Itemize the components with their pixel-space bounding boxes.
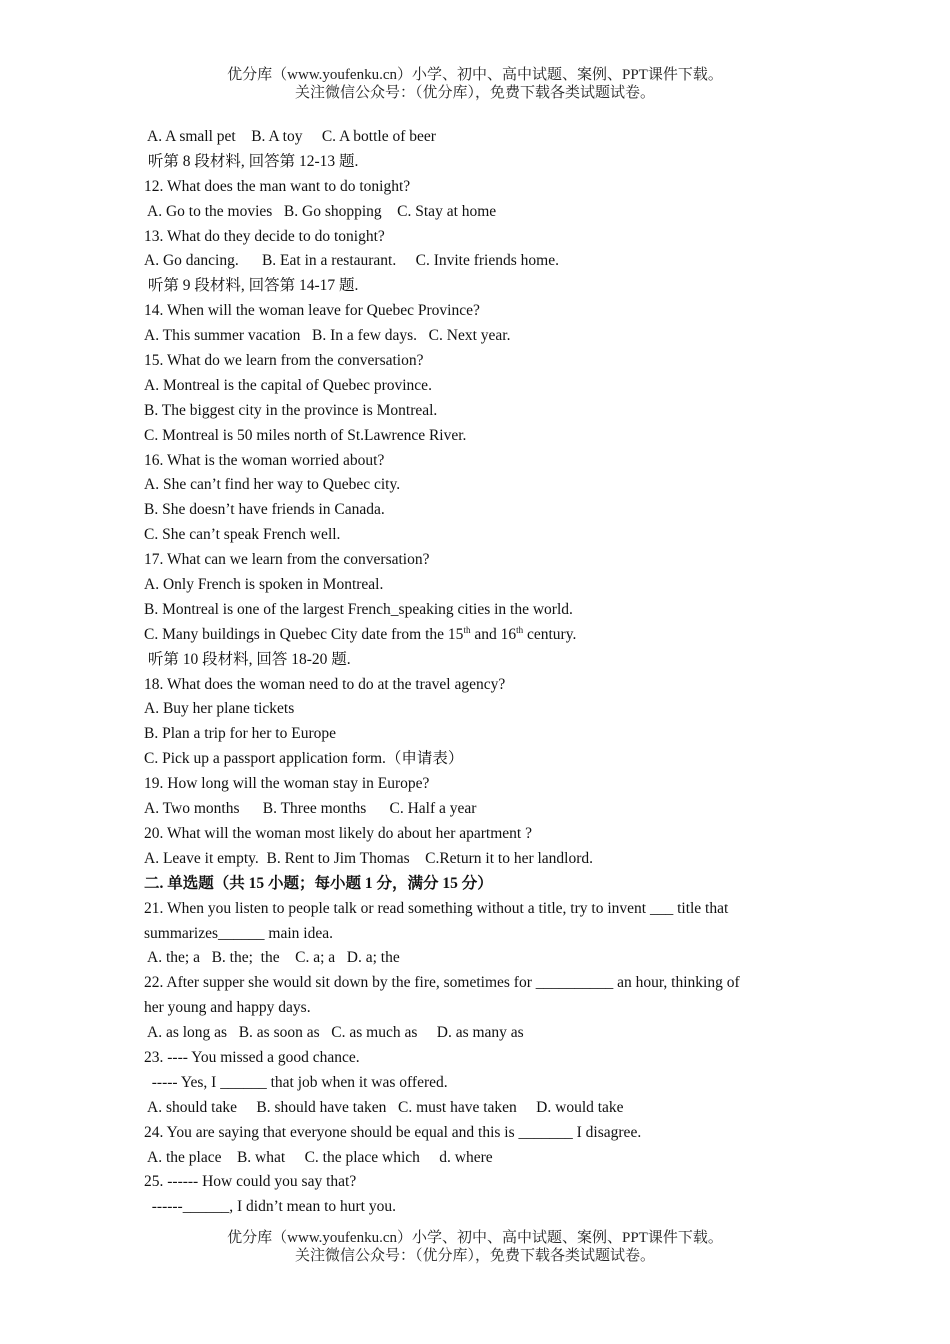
q15-option-c: C. Montreal is 50 miles north of St.Lawrence River. [144, 426, 467, 444]
q22-question-line-2: her young and happy days. [144, 999, 311, 1017]
section-2-heading: 二. 单选题（共 15 小题；每小题 1 分，满分 15 分） [144, 874, 493, 892]
q18-question: 18. What does the woman need to do at the travel agency? [144, 675, 506, 693]
header-line-2: 关注微信公众号：（优分库），免费下载各类试题试卷。 [294, 85, 655, 101]
section-9-instruction: 听第 9 段材料, 回答第 14-17 题. [144, 277, 359, 295]
q17-question: 17. What can we learn from the conversation? [144, 551, 430, 569]
q25-response: ------______, I didn’t mean to hurt you. [144, 1198, 396, 1216]
q17-option-c-text-2: and 16 [470, 625, 517, 643]
q21-options: A. the; a B. the; the C. a; a D. a; the [144, 949, 400, 967]
q16-option-b: B. She doesn’t have friends in Canada. [144, 501, 385, 519]
q12-question: 12. What does the man want to do tonight? [144, 177, 411, 195]
q22-question-line-1: 22. After supper she would sit down by the fire, sometimes for __________ an hour, thinking of [144, 974, 740, 992]
q24-question: 24. You are saying that everyone should be equal and this is _______ I disagree. [144, 1123, 642, 1141]
q14-options: A. This summer vacation B. In a few days. C. Next year. [144, 327, 511, 345]
header-line-1: 优分库（www.youfenku.cn）小学、初中、高中试题、案例、PPT课件下载。 [227, 67, 723, 83]
q18-option-b: B. Plan a trip for her to Europe [144, 725, 336, 743]
q13-options: A. Go dancing. B. Eat in a restaurant. C. Invite friends home. [144, 252, 559, 270]
q17-option-c [144, 623, 806, 648]
q14-question: 14. When will the woman leave for Quebec Province? [144, 302, 480, 320]
q20-question: 20. What will the woman most likely do about her apartment ? [144, 824, 532, 842]
q17-option-b: B. Montreal is one of the largest French_speaking cities in the world. [144, 600, 573, 618]
page-header [0, 66, 950, 102]
q18-option-a: A. Buy her plane tickets [144, 700, 295, 718]
q11-options: A. A small pet B. A toy C. A bottle of beer [144, 128, 436, 145]
section-10-instruction: 听第 10 段材料, 回答 18-20 题. [144, 650, 351, 668]
q15-option-b: B. The biggest city in the province is Montreal. [144, 401, 438, 419]
q18-option-c: C. Pick up a passport application form.（申请表） [144, 750, 464, 768]
q17-option-c-text-1: C. Many buildings in Quebec City date from the 15 [144, 625, 464, 643]
q23-options: A. should take B. should have taken C. must have taken D. would take [144, 1098, 624, 1116]
q21-question-line-2: summarizes______ main idea. [144, 924, 333, 942]
q17-option-c-text-3: century. [523, 625, 577, 643]
section-8-instruction: 听第 8 段材料, 回答第 12-13 题. [144, 152, 359, 170]
q19-options: A. Two months B. Three months C. Half a year [144, 800, 477, 818]
q15-question: 15. What do we learn from the conversation? [144, 352, 424, 370]
q15-option-a: A. Montreal is the capital of Quebec province. [144, 376, 432, 394]
q16-option-c: C. She can’t speak French well. [144, 526, 341, 544]
q12-options: A. Go to the movies B. Go shopping C. Stay at home [144, 202, 497, 220]
q25-question: 25. ------ How could you say that? [144, 1173, 357, 1191]
q17-option-a: A. Only French is spoken in Montreal. [144, 576, 384, 594]
q19-question: 19. How long will the woman stay in Europe? [144, 775, 430, 793]
exam-content [144, 125, 806, 1220]
q23-response: ----- Yes, I ______ that job when it was offered. [144, 1073, 448, 1091]
q13-question: 13. What do they decide to do tonight? [144, 227, 385, 245]
q23-question: 23. ---- You missed a good chance. [144, 1048, 360, 1066]
superscript-th-2: th [516, 624, 524, 635]
footer-line-1: 优分库（www.youfenku.cn）小学、初中、高中试题、案例、PPT课件下载。 [227, 1230, 723, 1246]
footer-line-2: 关注微信公众号：（优分库），免费下载各类试题试卷。 [294, 1248, 655, 1264]
q22-options: A. as long as B. as soon as C. as much as D. as many as [144, 1024, 524, 1042]
q21-question-line-1: 21. When you listen to people talk or read something without a title, try to invent ___ title that [144, 899, 729, 917]
superscript-th-1: th [463, 624, 471, 635]
q20-options: A. Leave it empty. B. Rent to Jim Thomas C.Return it to her landlord. [144, 849, 594, 867]
q16-option-a: A. She can’t find her way to Quebec city. [144, 476, 401, 494]
page-footer [0, 1229, 950, 1265]
q24-options: A. the place B. what C. the place which d. where [144, 1148, 493, 1166]
q16-question: 16. What is the woman worried about? [144, 451, 385, 469]
